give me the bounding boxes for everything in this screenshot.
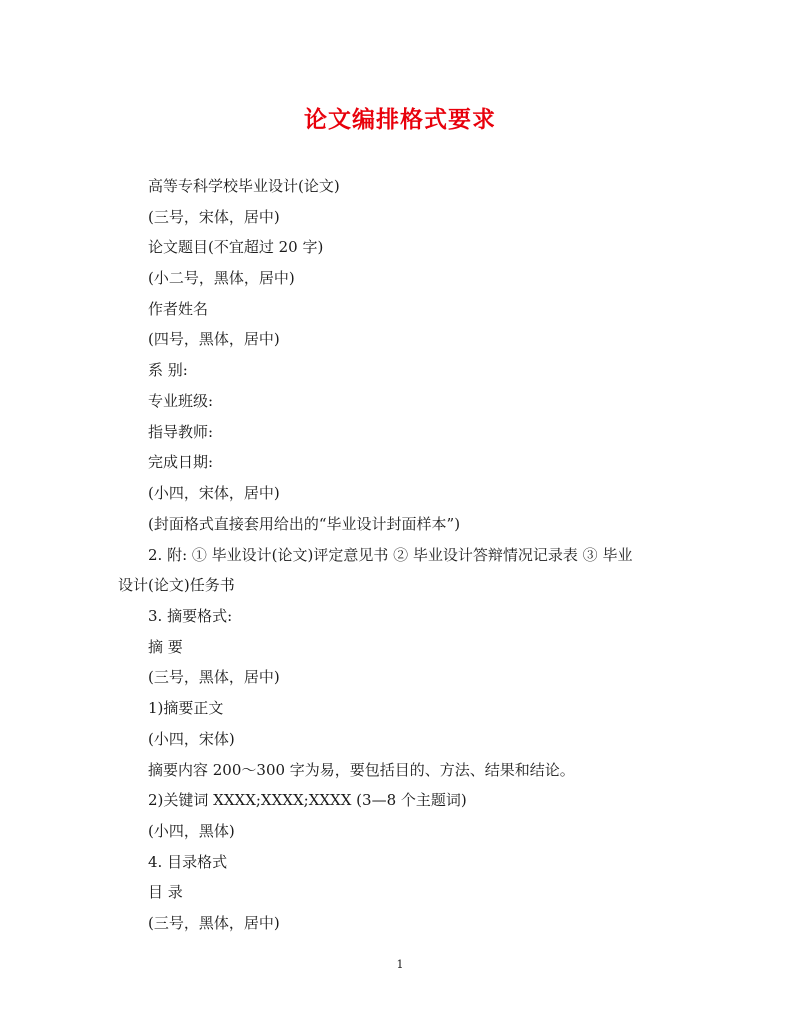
text-line: 目 录 bbox=[148, 883, 183, 901]
text-line: 作者姓名 bbox=[148, 300, 209, 318]
text-line: (小四，黑体) bbox=[148, 822, 235, 840]
text-line: 系 别: bbox=[148, 361, 188, 379]
text-line: 设计(论文)任务书 bbox=[118, 576, 235, 594]
text-line: 论文题目(不宜超过 20 字) bbox=[148, 238, 324, 256]
text-line: (小四，宋体，居中) bbox=[148, 484, 280, 502]
text-line: 高等专科学校毕业设计(论文) bbox=[148, 177, 340, 195]
text-line: 专业班级: bbox=[148, 392, 214, 410]
text-line: 指导教师: bbox=[148, 423, 214, 441]
text-line: 3. 摘要格式: bbox=[148, 607, 233, 625]
text-line: 2. 附: ① 毕业设计(论文)评定意见书 ② 毕业设计答辩情况记录表 ③ 毕业 bbox=[148, 546, 633, 564]
text-line: 1)摘要正文 bbox=[148, 699, 224, 717]
document-title: 论文编排格式要求 bbox=[304, 106, 496, 133]
text-line: (小四，宋体) bbox=[148, 730, 235, 748]
page-number: 1 bbox=[396, 958, 404, 971]
text-line: (四号，黑体，居中) bbox=[148, 330, 280, 348]
text-line: 完成日期: bbox=[148, 453, 214, 471]
text-line: (小二号，黑体，居中) bbox=[148, 269, 295, 287]
text-line: (三号，黑体，居中) bbox=[148, 914, 280, 932]
text-line: 2)关键词 XXXX;XXXX;XXXX (3—8 个主题词) bbox=[148, 791, 467, 809]
text-line: 4. 目录格式 bbox=[148, 853, 228, 871]
text-line: 摘 要 bbox=[148, 638, 183, 656]
text-line: (三号，黑体，居中) bbox=[148, 668, 280, 686]
text-line: 摘要内容 200～300 字为易，要包括目的、方法、结果和结论。 bbox=[148, 761, 575, 779]
text-line: (三号，宋体，居中) bbox=[148, 208, 280, 226]
text-line: (封面格式直接套用给出的“毕业设计封面样本”) bbox=[148, 515, 461, 533]
